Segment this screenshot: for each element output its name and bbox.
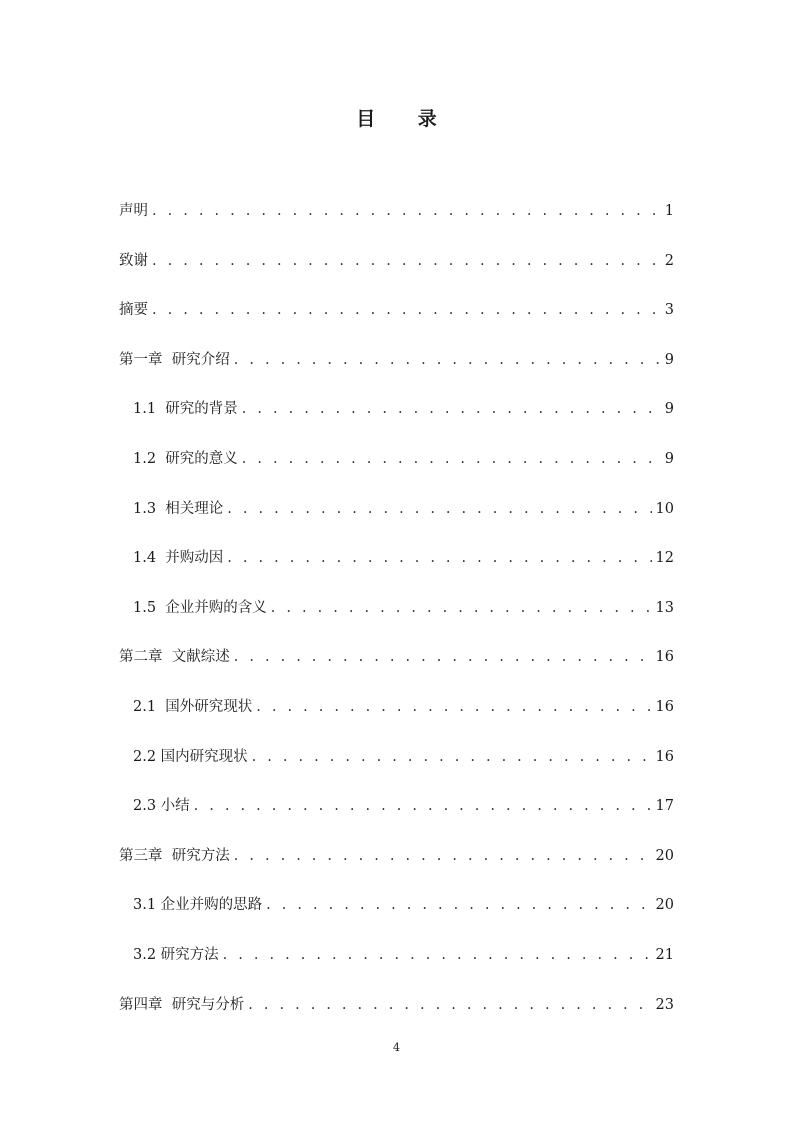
toc-entry-label: 2.1 国外研究现状 [133,698,253,715]
page-footer-number: 4 [393,1041,400,1054]
toc-entry-label: 2.2 国内研究现状 [133,748,248,765]
toc-entry[interactable] [119,497,674,547]
dot-leader [152,199,660,223]
toc-entry[interactable] [119,943,674,993]
dot-leader [227,497,651,521]
toc-entry-page-number: 16 [655,649,674,666]
toc-entry-page-number: 23 [655,996,674,1013]
dot-leader [266,893,651,917]
toc-entry-label: 3.2 研究方法 [133,946,219,963]
dot-leader [227,546,651,570]
dot-leader [271,596,652,620]
dot-leader [252,745,652,769]
toc-entry-label: 1.5 企业并购的含义 [133,599,267,616]
toc-entry-page-number: 13 [655,599,674,616]
toc-title: 目 录 [356,108,455,130]
toc-entry-label: 致谢 [119,252,148,269]
toc-entry[interactable] [119,249,674,299]
toc-entry-label: 1.4 并购动因 [133,550,224,567]
dot-leader [223,943,652,967]
toc-entry-page-number: 12 [655,550,674,567]
dot-leader [234,645,652,669]
dot-leader [256,695,651,719]
toc-entry-page-number: 9 [664,401,674,418]
toc-entry-label: 2.3 小结 [133,798,190,815]
toc-entry-page-number: 16 [655,748,674,765]
toc-entry-page-number: 3 [664,302,674,319]
toc-entry[interactable] [119,397,674,447]
dot-leader [242,397,660,421]
toc-entry-label: 1.1 研究的背景 [133,401,238,418]
toc-entry-page-number: 17 [655,798,674,815]
dot-leader [242,447,660,471]
toc-entry-page-number: 21 [655,946,674,963]
dot-leader [234,844,652,868]
toc-entry-label: 第二章 文献综述 [119,649,230,666]
toc-entry-label: 第四章 研究与分析 [119,996,245,1013]
toc-entry[interactable] [119,447,674,497]
dot-leader [152,249,660,273]
toc-entry-label: 第三章 研究方法 [119,847,230,864]
toc-entry-page-number: 9 [664,351,674,368]
toc-entry-label: 3.1 企业并购的思路 [133,897,263,914]
dot-leader [248,993,651,1017]
table-of-contents [119,199,674,1042]
toc-entry[interactable] [119,298,674,348]
toc-entry[interactable] [119,596,674,646]
toc-entry-page-number: 16 [655,698,674,715]
toc-entry-page-number: 1 [664,203,674,219]
toc-entry[interactable] [119,645,674,695]
toc-entry[interactable] [119,199,674,249]
toc-entry[interactable] [119,745,674,795]
toc-entry-page-number: 20 [655,847,674,864]
toc-entry[interactable] [119,695,674,745]
toc-entry-label: 1.3 相关理论 [133,500,224,517]
toc-entry-page-number: 2 [664,252,674,269]
toc-entry-page-number: 10 [655,500,674,517]
toc-entry-page-number: 20 [655,897,674,914]
toc-entry-label: 摘要 [119,302,148,319]
toc-entry[interactable] [119,844,674,894]
toc-entry[interactable] [119,794,674,844]
toc-entry-label: 1.2 研究的意义 [133,450,238,467]
toc-entry-label: 第一章 研究介绍 [119,351,230,368]
toc-entry[interactable] [119,546,674,596]
dot-leader [234,348,660,372]
toc-entry-label: 声明 [119,203,148,219]
dot-leader [152,298,660,322]
dot-leader [194,794,652,818]
toc-entry[interactable] [119,893,674,943]
toc-entry-page-number: 9 [664,450,674,467]
toc-entry[interactable] [119,993,674,1043]
toc-entry[interactable] [119,348,674,398]
